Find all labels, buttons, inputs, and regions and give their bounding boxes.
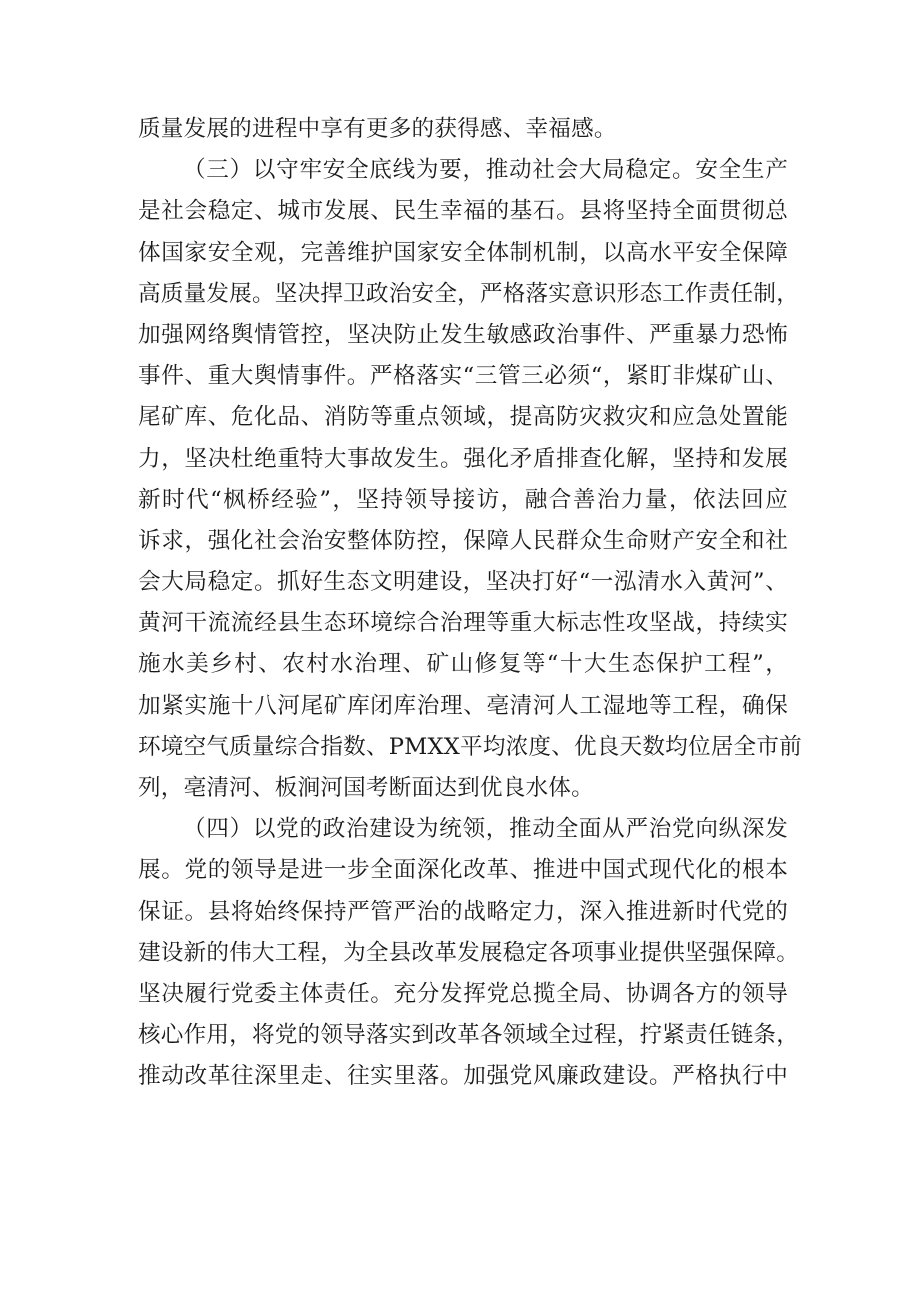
text-line: 环境空气质量综合指数、PMXX平均浓度、优良天数均位居全市前	[138, 733, 802, 760]
text-line: 诉求，强化社会治安整体防控，保障人民群众生命财产安全和社	[138, 527, 788, 554]
text-line: 力，坚决杜绝重特大事故发生。强化矛盾排查化解，坚持和发展	[138, 445, 788, 472]
text-line: 建设新的伟大工程，为全县改革发展稳定各项事业提供坚强保障。	[138, 939, 800, 966]
text-line: 保证。县将始终保持严管严治的战略定力，深入推进新时代党的	[138, 898, 788, 925]
text-line: 黄河干流流经县生态环境综合治理等重大标志性攻坚战，持续实	[138, 610, 788, 637]
text-line: 加紧实施十八河尾矿库闭库治理、亳清河人工湿地等工程，确保	[138, 692, 788, 719]
text-line: 高质量发展。坚决捍卫政治安全，严格落实意识形态工作责任制，	[138, 280, 800, 307]
text-line: （四）以党的政治建设为统领，推动全面从严治党向纵深发	[183, 816, 788, 843]
text-line: 是社会稳定、城市发展、民生幸福的基石。县将坚持全面贯彻总	[138, 198, 788, 225]
text-line: （三）以守牢安全底线为要，推动社会大局稳定。安全生产	[183, 157, 788, 184]
text-line: 推动改革往深里走、往实里落。加强党风廉政建设。严格执行中	[138, 1063, 788, 1090]
text-line: 核心作用，将党的领导落实到改革各领域全过程，拧紧责任链条，	[138, 1022, 800, 1049]
text-line: 列，亳清河、板涧河国考断面达到优良水体。	[138, 775, 594, 801]
text-line: 加强网络舆情管控，坚决防止发生敏感政治事件、严重暴力恐怖	[138, 321, 788, 348]
text-line: 展。党的领导是进一步全面深化改革、推进中国式现代化的根本	[138, 857, 788, 884]
text-line: 新时代“枫桥经验”，坚持领导接访，融合善治力量，依法回应	[138, 486, 788, 513]
text-line: 事件、重大舆情事件。严格落实“三管三必须“，紧盯非煤矿山、	[138, 363, 788, 390]
text-line: 坚决履行党委主体责任。充分发挥党总揽全局、协调各方的领导	[138, 980, 788, 1007]
text-line: 会大局稳定。抓好生态文明建设，坚决打好“一泓清水入黄河”、	[138, 569, 788, 596]
text-line: 质量发展的进程中享有更多的获得感、幸福感。	[138, 116, 617, 142]
document-body	[138, 109, 802, 1098]
text-line: 体国家安全观，完善维护国家安全体制机制，以高水平安全保障	[138, 239, 788, 266]
text-line: 尾矿库、危化品、消防等重点领域，提高防灾救灾和应急处置能	[138, 404, 788, 431]
text-line: 施水美乡村、农村水治理、矿山修复等“十大生态保护工程”，	[138, 651, 788, 678]
